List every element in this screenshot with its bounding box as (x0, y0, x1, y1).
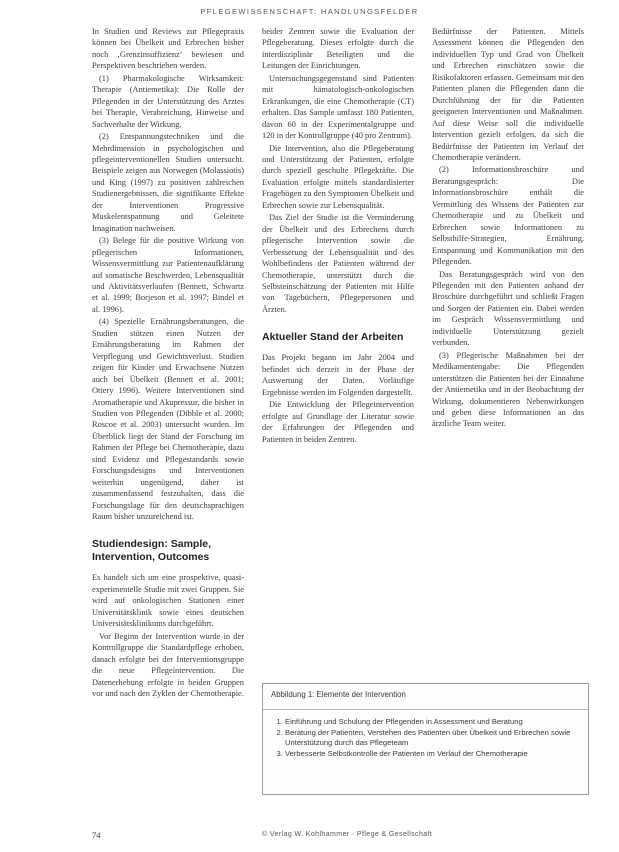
list-item: 2. Beratung der Patienten, Verstehen des Patienten über Übelkeit und Erbrechen sowie Unterstützung durch das Pflegeteam (285, 728, 585, 749)
page-number: 74 (92, 830, 101, 840)
paragraph: Untersuchungsgegenstand sind Patienten mit hämatologisch-onkologischen Erkrankungen, die eine Chemotherapie (CT) erhalten. Das Sample umfasst 180 Patienten, davon 60 in der Experimentalgruppe und 120 in der Kontrollgruppe (40 pro Zentrum). (262, 73, 414, 141)
paragraph: (3) Pflegerische Maßnahmen bei der Medikamentengabe: Die Pflegenden unterstützen die Patienten bei der Einnahme der Antiemetika und in der Beobachtung der Wirkung, dokumentieren Nebenwirkungen und geben diese Informationen an das ärztliche Team weiter. (432, 350, 584, 429)
text-column-2 (262, 26, 414, 446)
paragraph: (3) Belege für die positive Wirkung von pflegerischen Informationen, Wissensvermittlung zur Patientenaufklärung auf somatische Beschwerden, Lebensqualität und Aktivitätsverlaufen (Bennett, Schwartz et al. 1999; Borjeson et al. 1997; Bindel et al. 1996). (92, 236, 244, 314)
paragraph: Vor Beginn der Intervention wurde in der Kontrollgruppe die Standardpflege erhoben, danach erfolgte bei der Interventionsgruppe die neue Pflegeintervention. Die Datenerhebung erfolgte in beiden Gruppen vor und nach den Zyklen der Chemotherapie. (92, 631, 244, 699)
intervention-list (271, 717, 585, 759)
figure-box (262, 683, 589, 795)
paragraph: Die Entwicklung der Pflegeintervention erfolgte auf Grundlage der Literatur sowie der Erfahrungen der Pflegenden und Patienten in beiden Zentren. (262, 400, 414, 444)
paragraph: Das Ziel der Studie ist die Verminderung der Übelkeit und des Erbrechens durch pflegerische Intervention sowie die Verbesserung der Lebensqualität und des Wohlbefindens der Patienten während der Chemotherapie, unterstützt durch die Selbsteinschätzung der Patienten mit Hilfe von Tagebüchern, Pflegepersonen und Ärzten. (262, 213, 414, 314)
paragraph: Die Intervention, also die Pflegeberatung und Unterstützung der Patienten, erfolgte durch speziell geschulte Pflegekräfte. Die Evaluation erfolgte mittels standardisierter Fragebögen zu den Symptomen Übelkeit und Erbrechen sowie zur Lebensqualität. (262, 143, 414, 210)
paragraph: In Studien und Reviews zur Pflegepraxis können bei Übelkeit und Erbrechen bisher noch ‚Grenzinsuffizienz‘ bewiesen und Perspektiven beschrieben werden. (92, 27, 244, 71)
running-header: PFLEGEWISSENSCHAFT: HANDLUNGSFELDER (200, 7, 419, 16)
figure-caption: Abbildung 1: Elemente der Intervention (271, 690, 406, 699)
paragraph: beider Zentren sowie die Evaluation der Pflegeberatung. Dieses erfolgte durch die interdisziplinär Beteiligten und die Leitungen der Einrichtungen. (262, 27, 414, 71)
section-heading-study-design: Studiendesign: Sample, Intervention, Outcomes (92, 538, 212, 564)
text-column-3 (432, 26, 584, 431)
list-item: 1. Einführung und Schulung der Pflegenden in Assessment und Beratung (285, 717, 585, 728)
paragraph: Das Beratungsgespräch wird von den Pflegenden mit den Patienten anhand der Broschüre durchgeführt und schließt Fragen und Sorgen der Patienten ein. Dabei werden im Gespräch Wissensvermittlung und individuelle Unterstützung gezielt verbunden. (432, 269, 584, 348)
text-column-1 (92, 26, 244, 700)
publisher-line: © Verlag W. Kohlhammer · Pflege & Gesellschaft (262, 831, 433, 838)
divider (263, 709, 588, 710)
paragraph: Das Projekt begann im Jahr 2004 und befindet sich derzeit in der Phase der Auswertung der Daten. Vorläufige Ergebnisse werden im Folgenden dargestellt. (262, 353, 414, 397)
paragraph: (4) Spezielle Ernährungsberatungen, die Studien stützen einen Nutzen der Ernährungsberatung im Rahmen der Verpflegung und Gewichtsverlust. Studien zeigen für Kinder und Erwachsene Nutzen auch bei Übelkeit (Bennett et al. 2001; Ottery 1996). Weitere Interventionen sind Aromatherapie und Akupressur, die bisher in Studien von Pflegenden (Dibble et al. 2000; Roscoe et al. 2003) untersucht wurden. Im Überblick liegt der Stand der Forschung im Rahmen der Pflege bei Chemotherapie, dazu sind Evidenz und Pflegestandards sowie Forschungsdesigns und Interventionen weiterhin ungenügend, daher ist zusammenfassend festzuhalten, dass die Forschungslage für den deutschsprachigen Raum bisher unzureichend ist. (92, 317, 244, 522)
paragraph: (2) Entspannungstechniken und die Mehrdimension in psychologischen und pflegeinterventionellen Studien untersucht. Beispiele zeigen aus Norwegen (Molassiotis) und King (1997) zu positiven zahlreichen Studienergebnissen, die signifikante Effekte der Interventionen Progressive Muskelentspannung und Geleitete Imagination nachweisen. (92, 132, 244, 233)
section-heading-current-state: Aktueller Stand der Arbeiten (262, 331, 404, 344)
paragraph: Bedürfnisse der Patienten. Mittels Assessment können die Pflegenden den individuellen Typ und Grad von Übelkeit und Erbrechen einschätzen sowie die Risikofaktoren erfassen. Gemeinsam mit den Patienten planen die Pflegenden dann die Durchführung der für die Patienten geeigneten Interventionen und Maßnahmen. Auf diese Weise soll die individuelle Intervention gezielt erfolgen, da sich die Bedürfnisse der Patienten im Verlauf der Chemotherapie verändern. (432, 27, 584, 162)
list-item: 3. Verbesserte Selbstkontrolle der Patienten im Verlauf der Chemotherapie (285, 749, 585, 760)
paragraph: (1) Pharmakologische Wirksamkeit: Therapie (Antiemetika): Die Rolle der Pflegenden in der Unterstützung des Arztes bei Therapie, Verabreichung, Hinweise und Sachverhalte der Wirkung. (92, 73, 244, 129)
paragraph: Es handelt sich um eine prospektive, quasi-experimentelle Studie mit zwei Gruppen. Sie wird auf onkologischen Stationen einer Universitätsklinik sowie eines deutschen Universitätsklinikums durchgeführt. (92, 573, 244, 629)
paragraph: (2) Informationsbroschüre und Beratungsgespräch: Die Informationsbroschüre enthält die Vermittlung des Wissens der Patienten zur Chemotherapie und zu Übelkeit und Erbrechen sowie Informationen zu Selbsthilfe-Strategien, Ernährung, Entspannung und Kommunikation mit den Pflegenden. (432, 165, 584, 267)
